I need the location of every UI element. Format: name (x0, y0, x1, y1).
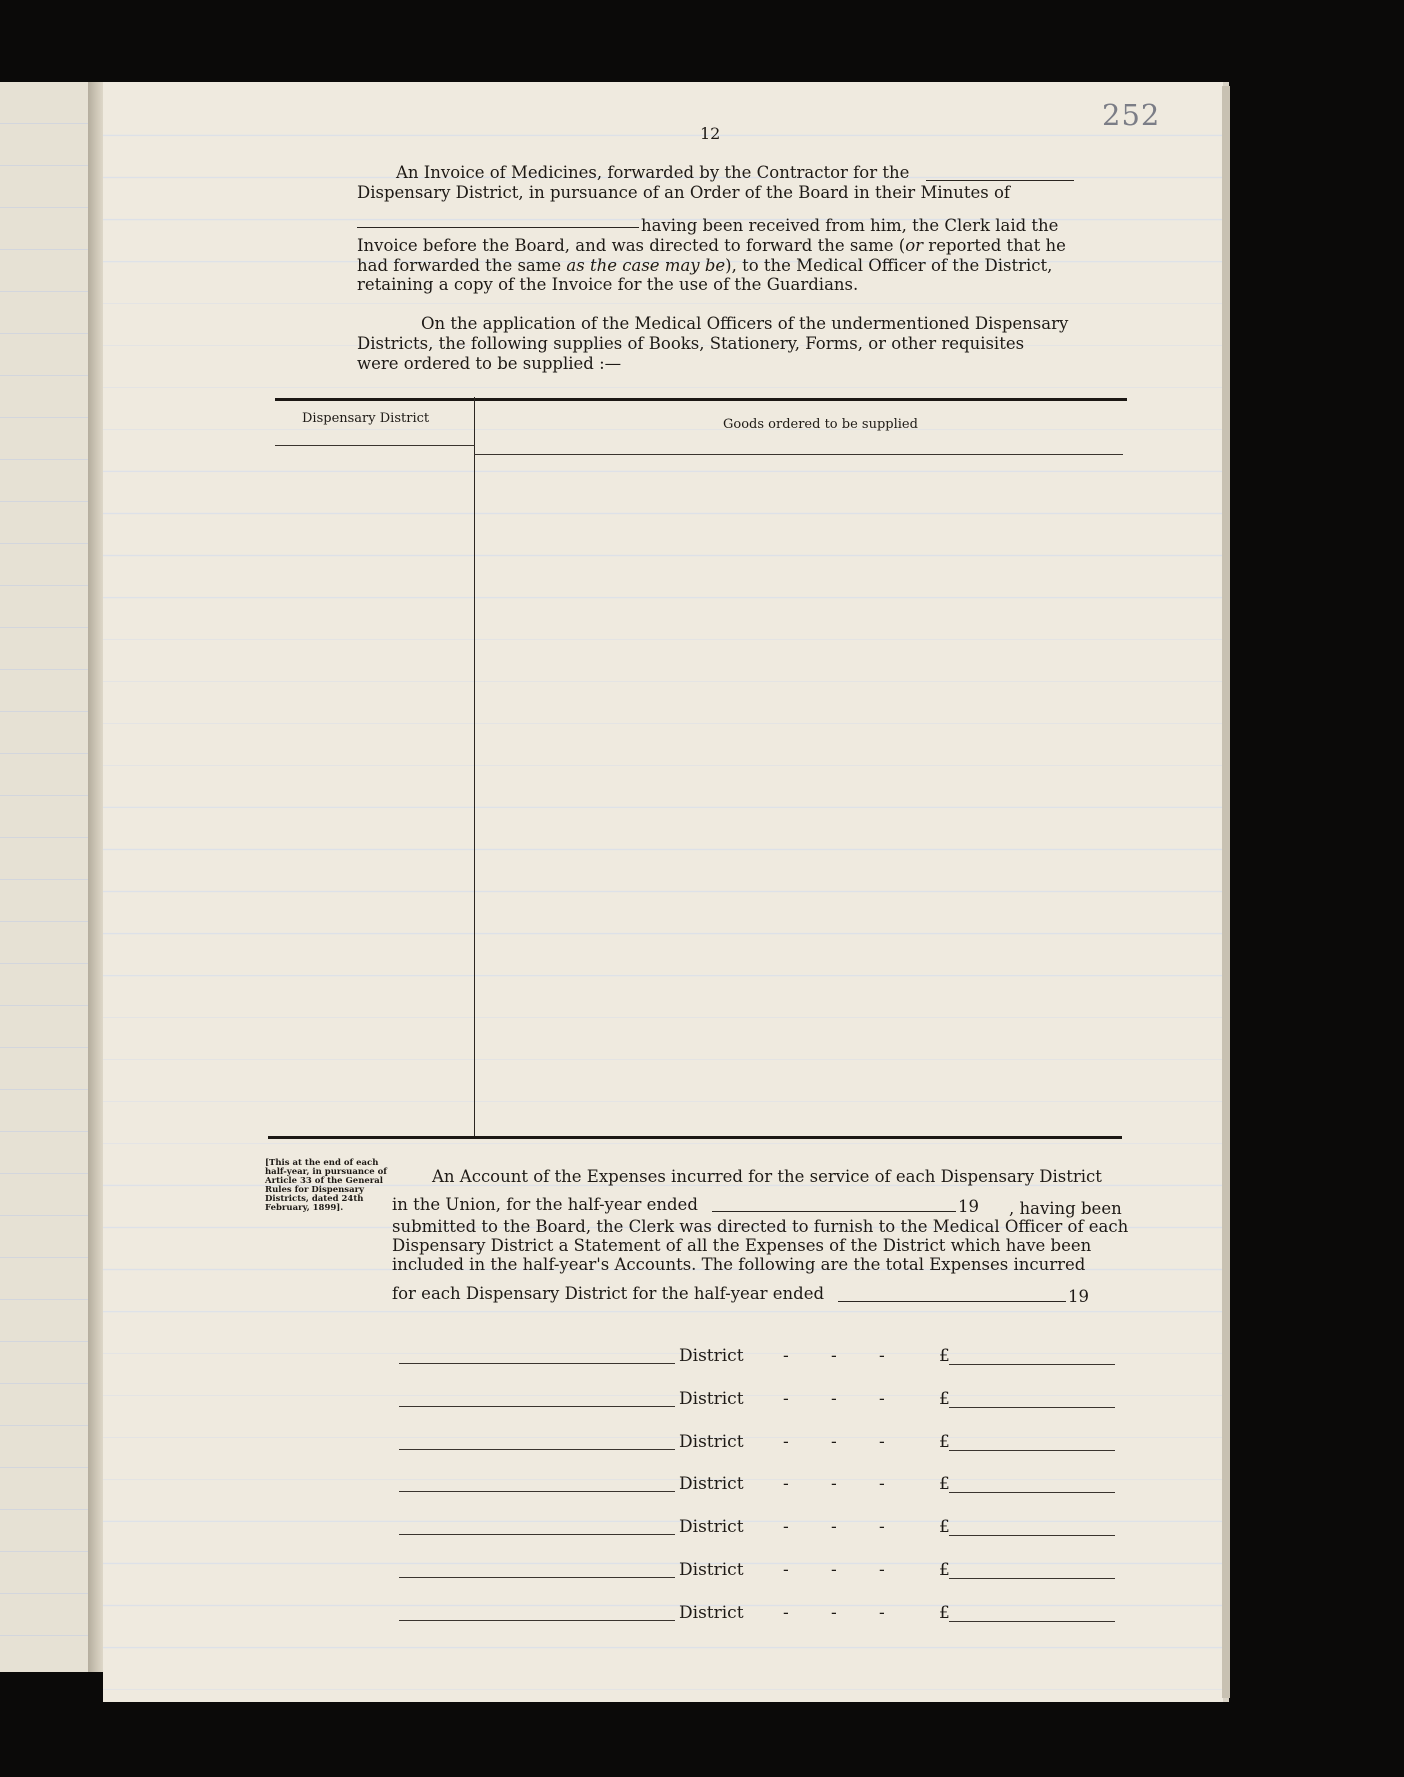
pound-sign: £ (939, 1517, 950, 1537)
leader-dash: - (831, 1560, 837, 1580)
district-name-blank (399, 1534, 675, 1535)
margin-note: [This at the end of each half-year, in pursuance of Article 33 of the General Rules for Dispensary Districts, dated 24th February, 1899]. (265, 1158, 387, 1213)
amount-blank (949, 1578, 1115, 1579)
leader-dash: - (783, 1346, 789, 1366)
invoice-line-3: having been received from him, the Clerk laid the (641, 216, 1059, 235)
amount-blank (949, 1407, 1115, 1408)
invoice-line-5: had forwarded the same as the case may be), to the Medical Officer of the District, (357, 256, 1053, 275)
account-line-1: An Account of the Expenses incurred for the service of each Dispensary District (432, 1167, 1102, 1186)
table-top-rule (275, 398, 1127, 401)
header-goods-ordered: Goods ordered to be supplied (723, 417, 918, 432)
leader-dash: - (831, 1603, 837, 1623)
pound-sign: £ (939, 1474, 950, 1494)
leader-dash: - (831, 1474, 837, 1494)
leader-dash: - (879, 1517, 885, 1537)
district-label: District (679, 1517, 744, 1537)
district-name-blank (399, 1577, 675, 1578)
left-page (0, 82, 94, 1672)
leader-dash: - (783, 1432, 789, 1452)
amount-blank (949, 1364, 1115, 1365)
table-column-divider (474, 397, 475, 1137)
district-row (395, 1346, 1123, 1376)
district-label: District (679, 1346, 744, 1366)
leader-dash: - (879, 1389, 885, 1409)
pound-sign: £ (939, 1432, 950, 1452)
district-label: District (679, 1603, 744, 1623)
amount-blank (949, 1621, 1115, 1622)
account-line-6: for each Dispensary District for the half-year ended (392, 1284, 825, 1303)
district-name-blank (399, 1620, 675, 1621)
leader-dash: - (831, 1389, 837, 1409)
district-row (395, 1560, 1123, 1590)
application-line-2: Districts, the following supplies of Books, Stationery, Forms, or other requisites (357, 334, 1025, 353)
header-rule-left (275, 445, 475, 446)
table-bottom-rule (268, 1136, 1122, 1139)
district-label: District (679, 1389, 744, 1409)
leader-dash: - (783, 1389, 789, 1409)
folio-number: 252 (1102, 98, 1161, 132)
district-name-blank (399, 1491, 675, 1492)
account-line-4: Dispensary District a Statement of all the Expenses of the District which have been (392, 1236, 1092, 1255)
half-year-ended-blank-2 (838, 1301, 1066, 1302)
amount-blank (949, 1492, 1115, 1493)
leader-dash: - (783, 1603, 789, 1623)
invoice-line-2: Dispensary District, in pursuance of an Order of the Board in their Minutes of (357, 183, 1011, 202)
account-line-3: submitted to the Board, the Clerk was directed to furnish to the Medical Officer of each (392, 1217, 1129, 1236)
half-year-ended-blank (712, 1211, 956, 1212)
leader-dash: - (783, 1474, 789, 1494)
leader-dash: - (831, 1517, 837, 1537)
pound-sign: £ (939, 1346, 950, 1366)
district-name-blank (399, 1449, 675, 1450)
district-row (395, 1517, 1123, 1547)
district-row (395, 1474, 1123, 1504)
district-label: District (679, 1432, 744, 1452)
pound-sign: £ (939, 1560, 950, 1580)
leader-dash: - (783, 1560, 789, 1580)
page-edge (1222, 86, 1230, 1698)
account-year-1: 19 (958, 1197, 979, 1216)
district-name-blank (399, 1363, 675, 1364)
account-line-2b: , having been (1009, 1199, 1122, 1218)
account-line-5: included in the half-year's Accounts. The following are the total Expenses incurred (392, 1255, 1086, 1274)
pound-sign: £ (939, 1603, 950, 1623)
district-name-blank (399, 1406, 675, 1407)
contractor-blank (926, 180, 1074, 181)
minutes-blank (357, 227, 639, 228)
amount-blank (949, 1450, 1115, 1451)
application-line-3: were ordered to be supplied :— (357, 354, 622, 373)
pound-sign: £ (939, 1389, 950, 1409)
district-row (395, 1432, 1123, 1462)
header-dispensary-district: Dispensary District (302, 411, 430, 426)
account-year-2: 19 (1068, 1287, 1089, 1306)
district-row (395, 1389, 1123, 1419)
leader-dash: - (879, 1432, 885, 1452)
leader-dash: - (879, 1474, 885, 1494)
leader-dash: - (831, 1346, 837, 1366)
district-label: District (679, 1474, 744, 1494)
leader-dash: - (831, 1432, 837, 1452)
application-line-1: On the application of the Medical Officers of the undermentioned Dispensary (421, 314, 1069, 333)
invoice-line-6: retaining a copy of the Invoice for the use of the Guardians. (357, 275, 859, 294)
leader-dash: - (879, 1346, 885, 1366)
invoice-line-1: An Invoice of Medicines, forwarded by the Contractor for the (396, 163, 910, 182)
leader-dash: - (879, 1560, 885, 1580)
leader-dash: - (783, 1517, 789, 1537)
amount-blank (949, 1535, 1115, 1536)
district-label: District (679, 1560, 744, 1580)
page-number: 12 (700, 124, 721, 143)
account-line-2a: in the Union, for the half-year ended (392, 1195, 698, 1214)
header-rule-right (474, 454, 1123, 455)
invoice-line-4: Invoice before the Board, and was directed to forward the same (or reported that he (357, 236, 1066, 255)
district-row (395, 1603, 1123, 1633)
leader-dash: - (879, 1603, 885, 1623)
